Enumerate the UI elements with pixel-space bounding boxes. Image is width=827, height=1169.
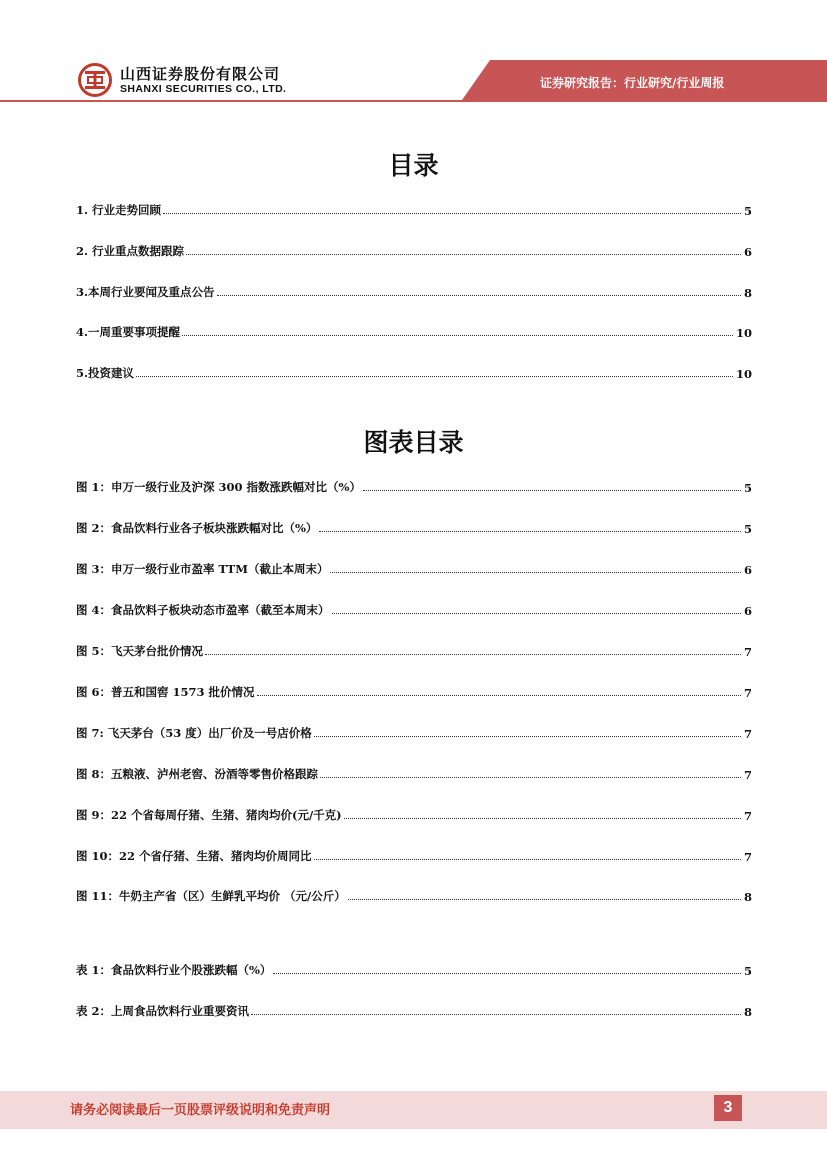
leader-dots <box>314 859 741 860</box>
toc-item-label: 4.一周重要事项提醒 <box>76 325 181 339</box>
leader-dots <box>348 899 741 900</box>
figure-toc-page: 6 <box>743 563 752 577</box>
figure-toc-label: 图 11：牛奶主产省（区）生鲜乳平均价 （元/公斤） <box>76 889 346 903</box>
figure-toc-label: 图 7: 飞天茅台（53 度）出厂价及一号店价格 <box>76 726 312 740</box>
table-toc-item[interactable] <box>76 960 752 978</box>
figure-toc-label: 图 4：食品饮料子板块动态市盈率（截至本周末） <box>76 603 330 617</box>
disclaimer-notice: 请务必阅读最后一页股票评级说明和免责声明 <box>70 1103 331 1118</box>
figure-toc-page: 8 <box>743 890 752 904</box>
figure-toc-item[interactable] <box>76 641 752 659</box>
toc-item-label: 5.投资建议 <box>76 366 135 380</box>
toc-item-label: 1. 行业走势回顾 <box>76 203 162 217</box>
leader-dots <box>320 777 741 778</box>
leader-dots <box>344 818 741 819</box>
leader-dots <box>186 254 741 255</box>
figure-toc-item[interactable] <box>76 886 752 904</box>
company-name-cn: 山西证券股份有限公司 <box>120 65 281 83</box>
figure-toc-item[interactable] <box>76 559 752 577</box>
figure-toc-page: 7 <box>743 768 752 782</box>
figure-toc-label: 图 6：普五和国窖 1573 批价情况 <box>76 685 255 699</box>
toc-item-page: 10 <box>735 326 752 340</box>
page-number: 3 <box>714 1095 742 1121</box>
figure-toc-item[interactable] <box>76 723 752 741</box>
table-toc-label: 表 1：食品饮料行业个股涨跌幅（%） <box>76 963 272 977</box>
figure-toc-item[interactable] <box>76 764 752 782</box>
toc-item[interactable] <box>76 322 752 340</box>
figure-toc-item[interactable] <box>76 477 752 495</box>
figure-toc-label: 图 1：申万一级行业及沪深 300 指数涨跌幅对比（%） <box>76 480 361 494</box>
leader-dots <box>163 213 741 214</box>
header-divider <box>0 100 827 102</box>
company-logo-icon <box>78 63 112 97</box>
figure-toc-label: 图 10：22 个省仔猪、生猪、猪肉均价周同比 <box>76 849 312 863</box>
figure-toc-item[interactable] <box>76 518 752 536</box>
leader-dots <box>273 973 741 974</box>
figure-toc-item[interactable] <box>76 682 752 700</box>
figure-toc-page: 7 <box>743 850 752 864</box>
figure-toc-item[interactable] <box>76 846 752 864</box>
leader-dots <box>251 1014 741 1015</box>
company-name-en: SHANXI SECURITIES CO., LTD. <box>120 83 287 95</box>
figure-toc-page: 7 <box>743 809 752 823</box>
report-type: 证券研究报告：行业研究/行业周报 <box>540 76 725 90</box>
toc-item[interactable] <box>76 282 752 300</box>
toc-item-page: 5 <box>743 204 752 218</box>
leader-dots <box>182 335 733 336</box>
leader-dots <box>136 376 733 377</box>
figure-toc-page: 5 <box>743 522 752 536</box>
figure-toc-page: 7 <box>743 686 752 700</box>
leader-dots <box>217 295 741 296</box>
toc-title: 目录 <box>388 151 439 180</box>
toc-item-page: 8 <box>743 286 752 300</box>
leader-dots <box>257 695 741 696</box>
figure-toc-label: 图 5：飞天茅台批价情况 <box>76 644 204 658</box>
toc-item-page: 6 <box>743 245 752 259</box>
figure-toc-item[interactable] <box>76 600 752 618</box>
toc-item[interactable] <box>76 200 752 218</box>
table-toc-label: 表 2：上周食品饮料行业重要资讯 <box>76 1004 250 1018</box>
figure-toc-page: 7 <box>743 727 752 741</box>
leader-dots <box>205 654 741 655</box>
figure-toc-label: 图 8：五粮液、泸州老窖、汾酒等零售价格跟踪 <box>76 767 319 781</box>
toc-item-label: 3.本周行业要闻及重点公告 <box>76 285 215 299</box>
leader-dots <box>330 572 741 573</box>
figure-toc-item[interactable] <box>76 805 752 823</box>
leader-dots <box>319 531 741 532</box>
toc-item-label: 2. 行业重点数据跟踪 <box>76 244 185 258</box>
toc-item-page: 10 <box>735 367 752 381</box>
leader-dots <box>314 736 741 737</box>
table-toc-page: 5 <box>743 964 752 978</box>
leader-dots <box>332 613 741 614</box>
figure-toc-label: 图 9：22 个省每周仔猪、生猪、猪肉均价(元/千克) <box>76 808 342 822</box>
table-toc-page: 8 <box>743 1005 752 1019</box>
figure-toc-label: 图 2：食品饮料行业各子板块涨跌幅对比（%） <box>76 521 318 535</box>
figure-toc-page: 5 <box>743 481 752 495</box>
toc-item[interactable] <box>76 241 752 259</box>
figure-toc-page: 6 <box>743 604 752 618</box>
figures-toc-title: 图表目录 <box>363 428 464 457</box>
leader-dots <box>363 490 741 491</box>
table-toc-item[interactable] <box>76 1001 752 1019</box>
toc-item[interactable] <box>76 363 752 381</box>
figure-toc-page: 7 <box>743 645 752 659</box>
figure-toc-label: 图 3：申万一级行业市盈率 TTM（截止本周末） <box>76 562 329 576</box>
